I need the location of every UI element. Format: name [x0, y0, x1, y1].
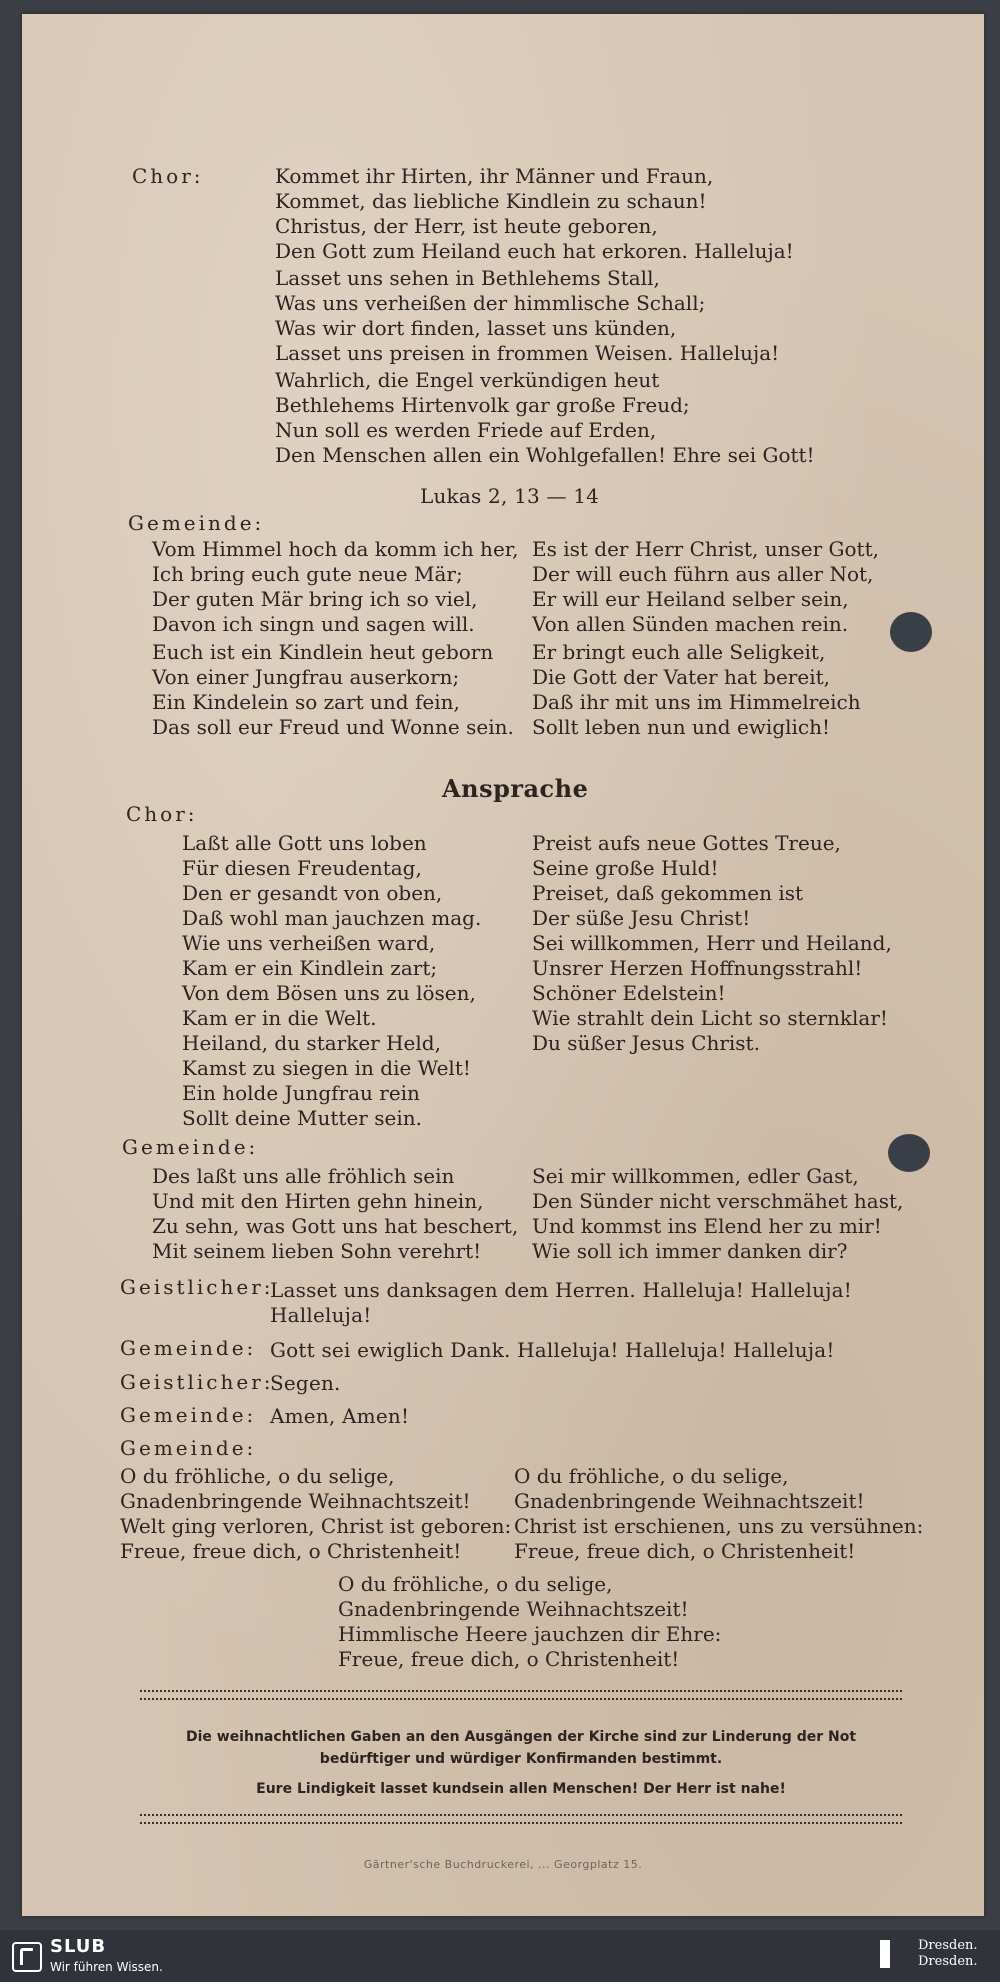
verse-line: Den Sünder nicht verschmähet hast, — [532, 1189, 904, 1213]
verse-line: Die Gott der Vater hat bereit, — [532, 665, 830, 689]
verse-line: Gnadenbringende Weihnachtszeit! — [120, 1489, 471, 1513]
chor-1-stanza-2 — [275, 266, 779, 366]
gemeinde-1-right-stanza-1 — [532, 537, 879, 637]
verse-line: Welt ging verloren, Christ ist geboren: — [120, 1514, 512, 1538]
verse-line: Kommet ihr Hirten, ihr Männer und Fraun, — [275, 164, 714, 188]
verse-line: Kommet, das liebliche Kindlein zu schaun! — [275, 189, 707, 213]
verse-line: Sei mir willkommen, edler Gast, — [532, 1164, 859, 1188]
verse-line: Christ ist erschienen, uns zu versühnen: — [514, 1514, 924, 1538]
verse-line: Gnadenbringende Weihnachtszeit! — [338, 1597, 689, 1621]
footer-brand: SLUB — [50, 1936, 107, 1957]
verse-line: Daß ihr mit uns im Himmelreich — [532, 690, 861, 714]
verse-line: Von allen Sünden machen rein. — [532, 612, 849, 636]
verse-line: Seine große Huld! — [532, 856, 719, 880]
verse-line: Davon ich singn und sagen will. — [152, 612, 475, 636]
speaker-gemeinde-4: Gemeinde: — [120, 1403, 257, 1427]
verse-line: Ein holde Jungfrau rein — [182, 1081, 420, 1105]
verse-line: Wahrlich, die Engel verkündigen heut — [275, 368, 660, 392]
gemeinde-1-left-stanza-2 — [152, 640, 514, 740]
verse-line: Der will euch führn aus aller Not, — [532, 562, 874, 586]
verse-line: Gnadenbringende Weihnachtszeit! — [514, 1489, 865, 1513]
verse-line: Bethlehems Hirtenvolk gar große Freud; — [275, 393, 690, 417]
geistlicher-2-text: Segen. — [270, 1371, 341, 1395]
verse-line: Das soll eur Freud und Wonne sein. — [152, 715, 514, 739]
dresden-wordmark — [918, 1938, 978, 1970]
verse-line: Für diesen Freudentag, — [182, 856, 422, 880]
verse-line: Freue, freue dich, o Christenheit! — [514, 1539, 856, 1563]
chor-1-stanza-3 — [275, 368, 815, 468]
speaker-gemeinde-1: Gemeinde: — [128, 511, 265, 535]
library-footer — [0, 1930, 1000, 1982]
notice-line-3: Eure Lindigkeit lasset kundsein allen Menschen! Der Herr ist nahe! — [256, 1781, 786, 1797]
verse-line: Sei willkommen, Herr und Heiland, — [532, 931, 892, 955]
verse-line: Zu sehn, was Gott uns hat beschert, — [152, 1214, 519, 1238]
verse-line: Heiland, du starker Held, — [182, 1031, 441, 1055]
verse-line: Lasset uns sehen in Bethlehems Stall, — [275, 266, 660, 290]
dresden-wordmark-line-1: Dresden. — [918, 1938, 978, 1953]
verse-line: Christus, der Herr, ist heute geboren, — [275, 214, 658, 238]
verse-line: Wie uns verheißen ward, — [182, 931, 436, 955]
gemeinde-3-text: Gott sei ewiglich Dank. Halleluja! Halleluja! Halleluja! — [270, 1338, 835, 1362]
section-heading-ansprache: Ansprache — [442, 774, 589, 803]
verse-line: Freue, freue dich, o Christenheit! — [120, 1539, 462, 1563]
notice-line-1: Die weihnachtlichen Gaben an den Ausgängen der Kirche sind zur Linderung der Not — [185, 1729, 857, 1745]
verse-line: Vom Himmel hoch da komm ich her, — [152, 537, 519, 561]
printer-imprint: Gärtner'sche Buchdruckerei, ... Georgplatz 15. — [363, 1858, 643, 1871]
verse-line: Es ist der Herr Christ, unser Gott, — [532, 537, 879, 561]
verse-line: Wie strahlt dein Licht so sternklar! — [532, 1006, 888, 1030]
gemeinde-2-right — [532, 1164, 903, 1264]
chor-2-left — [182, 831, 481, 1131]
bible-reference: Lukas 2, 13 — 14 — [420, 484, 600, 508]
speaker-gemeinde-5: Gemeinde: — [120, 1436, 257, 1460]
notice-line-2: bedürftiger und würdiger Konfirmanden bestimmt. — [319, 1751, 723, 1767]
document-sheet — [22, 14, 984, 1916]
verse-line: O du fröhliche, o du selige, — [514, 1464, 789, 1488]
verse-line: Euch ist ein Kindlein heut geborn — [152, 640, 494, 664]
speaker-geistlicher-2: Geistlicher: — [120, 1370, 274, 1394]
verse-line: Schöner Edelstein! — [532, 981, 726, 1005]
speaker-gemeinde-3: Gemeinde: — [120, 1336, 257, 1360]
verse-line: Sollt deine Mutter sein. — [182, 1106, 422, 1130]
verse-line: Der guten Mär bring ich so viel, — [152, 587, 478, 611]
verse-line: Der süße Jesu Christ! — [532, 906, 751, 930]
speaker-geistlicher-1: Geistlicher: — [120, 1275, 274, 1299]
geistlicher-1-line-1: Lasset uns danksagen dem Herren. Halleluja! Halleluja! — [270, 1278, 852, 1302]
chor-2-right — [532, 831, 892, 1056]
verse-line: O du fröhliche, o du selige, — [120, 1464, 395, 1488]
speaker-gemeinde-2: Gemeinde: — [122, 1135, 259, 1159]
verse-line: Preist aufs neue Gottes Treue, — [532, 831, 841, 855]
verse-line: O du fröhliche, o du selige, — [338, 1572, 613, 1596]
dresden-crest-icon — [880, 1940, 900, 1968]
verse-line: Freue, freue dich, o Christenheit! — [338, 1647, 680, 1671]
verse-line: Daß wohl man jauchzen mag. — [182, 906, 482, 930]
gemeinde-5-left — [120, 1464, 511, 1564]
speaker-chor-1: Chor: — [132, 164, 204, 188]
verse-line: Mit seinem lieben Sohn verehrt! — [152, 1239, 482, 1263]
verse-line: Sollt leben nun und ewiglich! — [532, 715, 831, 739]
verse-line: Laßt alle Gott uns loben — [182, 831, 427, 855]
footer-slogan: Wir führen Wissen. — [50, 1960, 163, 1974]
verse-line: Den Gott zum Heiland euch hat erkoren. Halleluja! — [275, 239, 794, 263]
verse-line: Wie soll ich immer danken dir? — [532, 1239, 848, 1263]
verse-line: Nun soll es werden Friede auf Erden, — [275, 418, 657, 442]
verse-line: Er will eur Heiland selber sein, — [532, 587, 849, 611]
verse-line: Und mit den Hirten gehn hinein, — [152, 1189, 484, 1213]
verse-line: Unsrer Herzen Hoffnungsstrahl! — [532, 956, 863, 980]
gemeinde-5-right — [514, 1464, 923, 1564]
slub-logo-icon — [12, 1942, 42, 1972]
verse-line: Ein Kindelein so zart und fein, — [152, 690, 460, 714]
verse-line: Kam er ein Kindlein zart; — [182, 956, 438, 980]
verse-line: Und kommst ins Elend her zu mir! — [532, 1214, 882, 1238]
verse-line: Was uns verheißen der himmlische Schall; — [275, 291, 706, 315]
verse-line: Preiset, daß gekommen ist — [532, 881, 804, 905]
verse-line: Was wir dort finden, lasset uns künden, — [275, 316, 677, 340]
verse-line: Lasset uns preisen in frommen Weisen. Halleluja! — [275, 341, 780, 365]
dresden-wordmark-line-2: Dresden. — [918, 1954, 978, 1969]
ornamental-rule-bottom — [140, 1814, 902, 1824]
gemeinde-2-left — [152, 1164, 518, 1264]
verse-line: Kamst zu siegen in die Welt! — [182, 1056, 471, 1080]
chor-1-stanza-1 — [275, 164, 794, 264]
verse-line: Von einer Jungfrau auserkorn; — [152, 665, 460, 689]
verse-line: Des laßt uns alle fröhlich sein — [152, 1164, 455, 1188]
ornamental-rule-top — [140, 1690, 902, 1700]
verse-line: Von dem Bösen uns zu lösen, — [182, 981, 476, 1005]
verse-line: Er bringt euch alle Seligkeit, — [532, 640, 826, 664]
gemeinde-5-center — [338, 1572, 721, 1672]
gemeinde-1-left-stanza-1 — [152, 537, 519, 637]
verse-line: Kam er in die Welt. — [182, 1006, 377, 1030]
gemeinde-1-right-stanza-2 — [532, 640, 861, 740]
paper-hole — [890, 612, 932, 652]
verse-line: Ich bring euch gute neue Mär; — [152, 562, 463, 586]
verse-line: Du süßer Jesus Christ. — [532, 1031, 760, 1055]
geistlicher-1-line-2: Halleluja! — [270, 1303, 372, 1327]
gemeinde-4-text: Amen, Amen! — [270, 1404, 410, 1428]
verse-line: Den Menschen allen ein Wohlgefallen! Ehre sei Gott! — [275, 443, 815, 467]
verse-line: Den er gesandt von oben, — [182, 881, 443, 905]
speaker-chor-2: Chor: — [126, 802, 198, 826]
verse-line: Himmlische Heere jauchzen dir Ehre: — [338, 1622, 722, 1646]
